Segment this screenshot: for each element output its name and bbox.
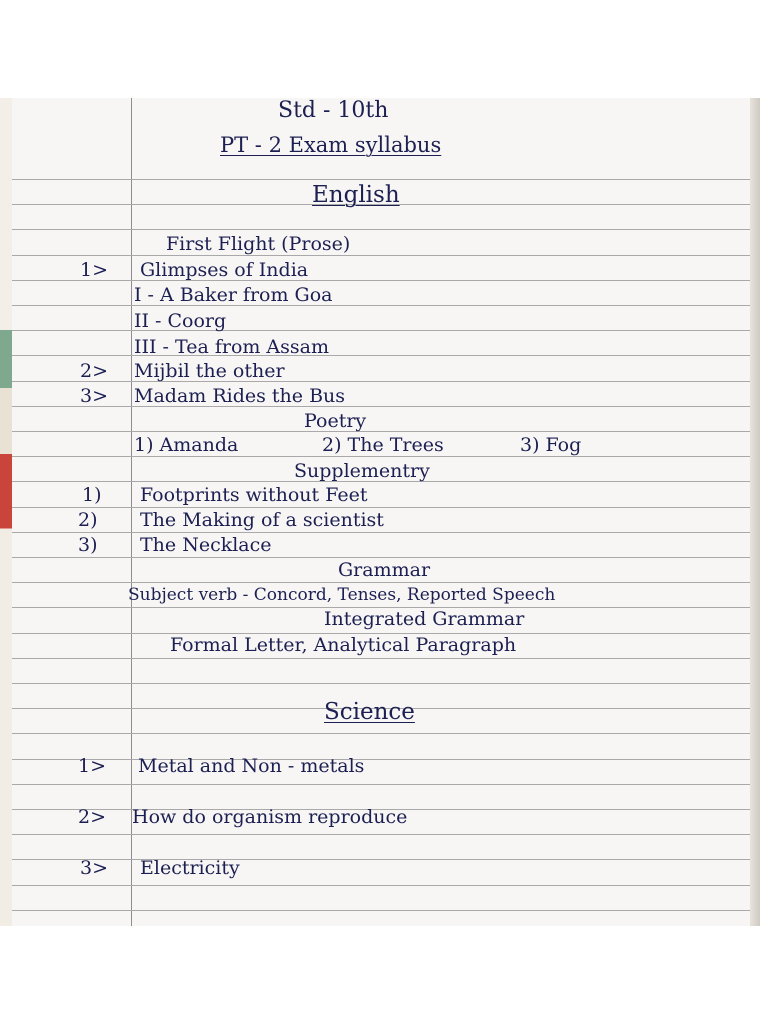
ruled-line [12,305,750,306]
supplementary-item: The Making of a scientist [140,509,384,531]
poetry-item: 1) Amanda [134,434,239,456]
ruled-line [12,532,750,533]
first-flight-heading: First Flight (Prose) [166,233,351,255]
ruled-line [12,406,750,407]
ruled-line [12,658,750,659]
english-subitem: II - Coorg [134,310,227,332]
ruled-line [12,229,750,230]
poetry-title: Poetry [304,410,367,432]
science-item: How do organism reproduce [132,806,408,828]
ruled-line [12,456,750,457]
english-subitem: III - Tea from Assam [134,336,330,358]
grammar-title: Grammar [338,559,431,581]
english-subitem: I - A Baker from Goa [134,284,333,306]
english-item: Mijbil the other [134,360,285,382]
ruled-line [12,834,750,835]
integrated-grammar-title: Integrated Grammar [324,608,525,630]
science-title: Science [324,699,415,725]
poetry-item: 3) Fog [520,434,582,456]
ruled-line [12,784,750,785]
supplementary-num: 2) [78,509,98,531]
std-heading: Std - 10th [278,98,389,123]
ruled-line [12,683,750,684]
science-item-num: 1> [78,755,107,777]
ruled-line [12,381,750,382]
english-item-num: 2> [80,360,109,382]
ruled-line [12,885,750,886]
margin-line [131,98,132,926]
grammar-topics: Subject verb - Concord, Tenses, Reported Speech [128,585,556,605]
supplementary-item: Footprints without Feet [140,484,368,506]
english-item-num: 1> [80,259,109,281]
supplementary-num: 3) [78,534,98,556]
poetry-item: 2) The Trees [322,434,444,456]
ruled-line [12,557,750,558]
ruled-line [12,507,750,508]
ruled-line [12,330,750,331]
science-item-num: 2> [78,806,107,828]
english-title: English [312,182,400,208]
page-edge-left [0,98,12,926]
ruled-line [12,582,750,583]
english-item-num: 3> [80,385,109,407]
exam-heading: PT - 2 Exam syllabus [220,133,442,157]
supplementary-item: The Necklace [140,534,272,556]
writing-topics: Formal Letter, Analytical Paragraph [170,634,517,656]
ruled-line [12,733,750,734]
science-item: Electricity [140,857,240,879]
science-item: Metal and Non - metals [138,755,365,777]
notebook-page [0,98,760,926]
ruled-line [12,179,750,180]
page-edge-right [750,98,760,926]
ruled-line [12,859,750,860]
ruled-line [12,280,750,281]
ruled-line [12,255,750,256]
english-item: Madam Rides the Bus [134,385,346,407]
ruled-line [12,910,750,911]
science-item-num: 3> [80,857,109,879]
ruled-line [12,431,750,432]
ruled-line [12,355,750,356]
supplementary-title: Supplementry [294,460,430,482]
supplementary-num: 1) [82,484,102,506]
ruled-line [12,759,750,760]
english-item: Glimpses of India [140,259,309,281]
